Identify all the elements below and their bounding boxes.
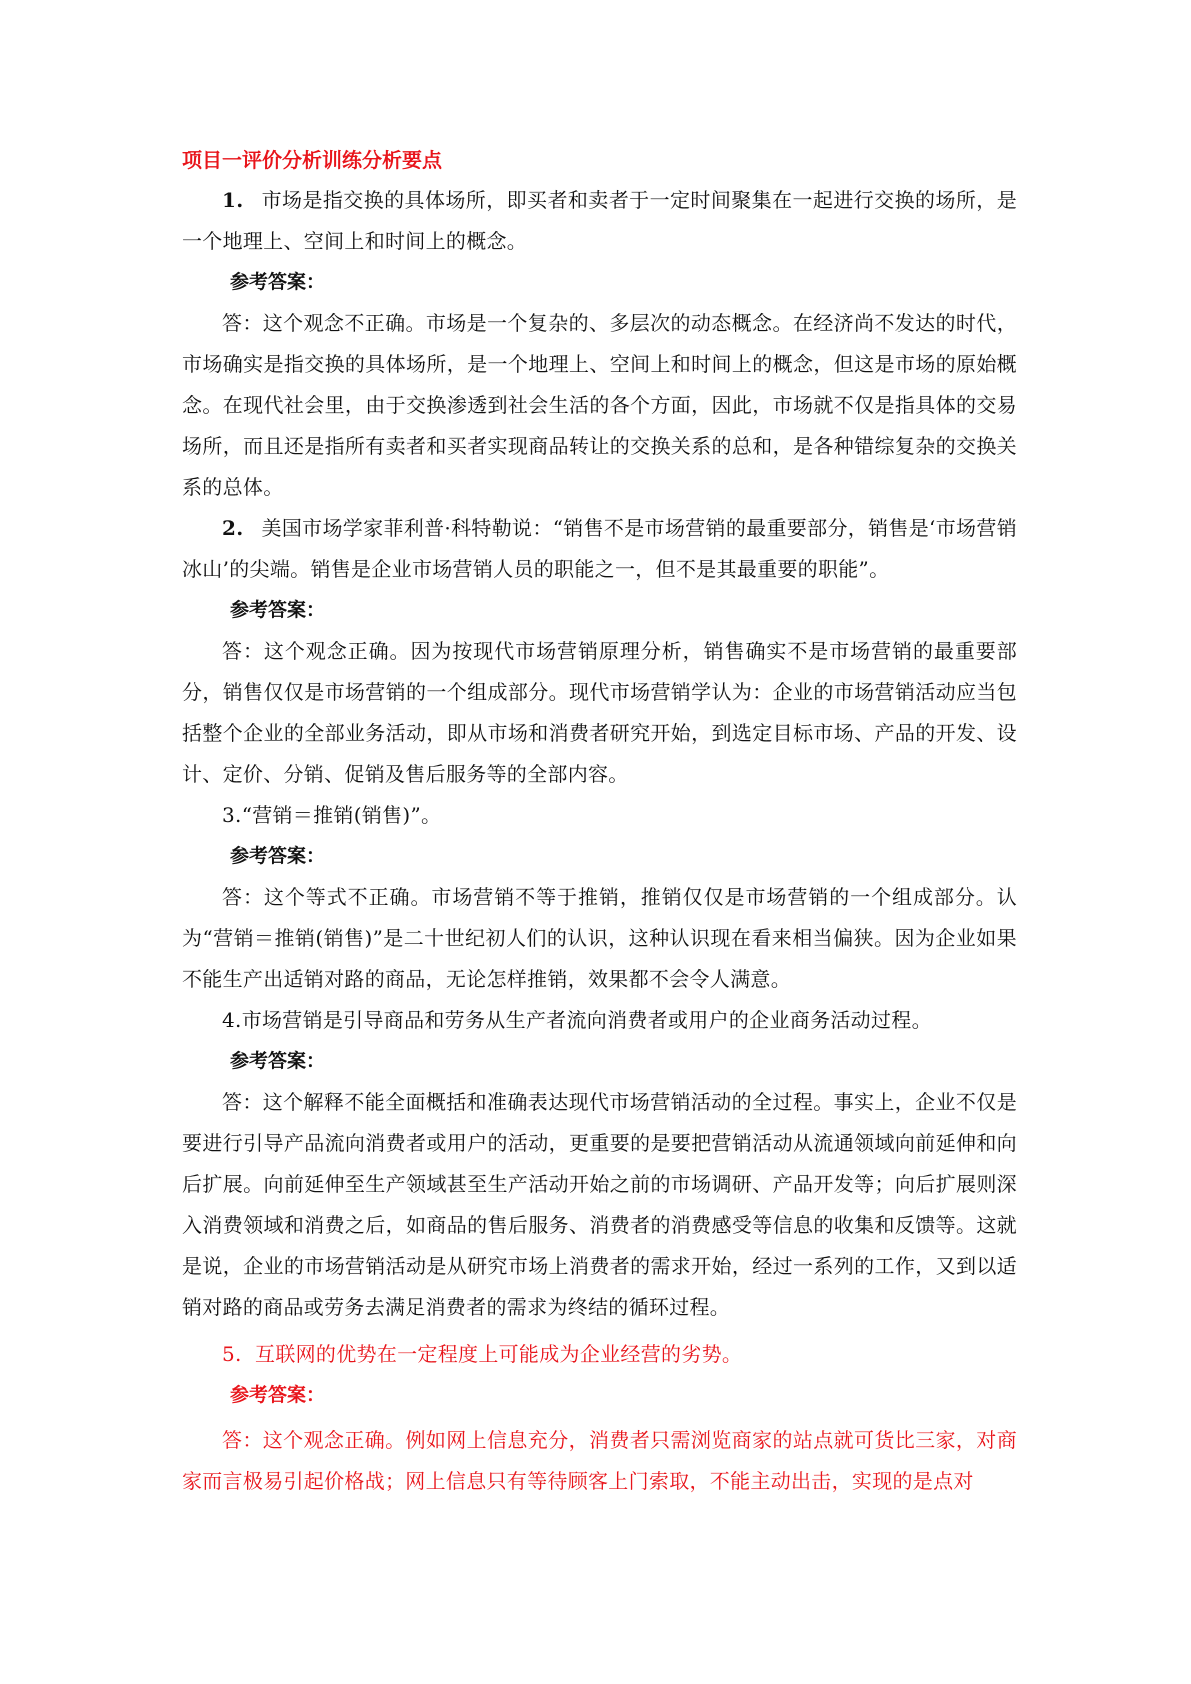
answer-label: 参考答案： xyxy=(230,1050,326,1072)
answer-1: 答：这个观念不正确。市场是一个复杂的、多层次的动态概念。在经济尚不发达的时代，市场确实是指交换的具体场所，是一个地理上、空间上和时间上的概念，但这是市场的原始概念。在现代社会里，由于交换渗透到社会生活的各个方面，因此，市场就不仅是指具体的交易场所，而且还是指所有卖者和买者实现商品转让的交换关系的总和，是各种错综复杂的交换关系的总体。 xyxy=(182,311,1017,499)
question-text: 互联网的优势在一定程度上可能成为企业经营的劣势。 xyxy=(255,1342,743,1366)
answer-2: 答：这个观念正确。因为按现代市场营销原理分析，销售确实不是市场营销的最重要部分，销售仅仅是市场营销的一个组成部分。现代市场营销学认为：企业的市场营销活动应当包括整个企业的全部业务活动，即从市场和消费者研究开始，到选定目标市场、产品的开发、设计、定价、分销、促销及售后服务等的全部内容。 xyxy=(182,639,1017,786)
question-number: 4. xyxy=(222,1008,242,1032)
question-3 xyxy=(182,795,1017,836)
answer-3: 答：这个等式不正确。市场营销不等于推销，推销仅仅是市场营销的一个组成部分。认为“营销＝推销(销售)”是二十世纪初人们的认识，这种认识现在看来相当偏狭。因为企业如果不能生产出适销对路的商品，无论怎样推销，效果都不会令人满意。 xyxy=(182,885,1017,991)
question-number: 5. xyxy=(222,1342,242,1366)
answer-4: 答：这个解释不能全面概括和准确表达现代市场营销活动的全过程。事实上，企业不仅是要进行引导产品流向消费者或用户的活动，更重要的是要把营销活动从流通领域向前延伸和向后扩展。向前延伸至生产领域甚至生产活动开始之前的市场调研、产品开发等；向后扩展则深入消费领域和消费之后，如商品的售后服务、消费者的消费感受等信息的收集和反馈等。这就是说，企业的市场营销活动是从研究市场上消费者的需求开始，经过一系列的工作，又到以适销对路的商品或劳务去满足消费者的需求为终结的循环过程。 xyxy=(182,1090,1017,1319)
document-page xyxy=(182,140,1017,1502)
answer-label: 参考答案： xyxy=(230,599,326,621)
question-number: 3. xyxy=(222,803,242,827)
question-text: 市场是指交换的具体场所，即买者和卖者于一定时间聚集在一起进行交换的场所，是一个地理上、空间上和时间上的概念。 xyxy=(182,188,1017,253)
answer-label: 参考答案： xyxy=(230,1384,326,1406)
question-5 xyxy=(182,1334,1017,1375)
answer-label: 参考答案： xyxy=(230,845,326,867)
question-1 xyxy=(182,180,1017,262)
question-2 xyxy=(182,508,1017,590)
question-number: 2. xyxy=(222,516,244,540)
question-text: 市场营销是引导商品和劳务从生产者流向消费者或用户的企业商务活动过程。 xyxy=(241,1008,932,1032)
question-number: 1. xyxy=(222,188,244,212)
answer-5: 答：这个观念正确。例如网上信息充分，消费者只需浏览商家的站点就可货比三家，对商家而言极易引起价格战；网上信息只有等待顾客上门索取，不能主动出击，实现的是点对 xyxy=(182,1428,1017,1493)
answer-label: 参考答案： xyxy=(230,271,326,293)
question-text: “营销＝推销(销售)”。 xyxy=(241,803,442,827)
question-4 xyxy=(182,1000,1017,1041)
question-text: 美国市场学家菲利普·科特勒说：“销售不是市场营销的最重要部分，销售是‘市场营销冰山’的尖端。销售是企业市场营销人员的职能之一，但不是其最重要的职能”。 xyxy=(182,516,1017,581)
document-title: 项目一评价分析训练分析要点 xyxy=(182,148,442,172)
